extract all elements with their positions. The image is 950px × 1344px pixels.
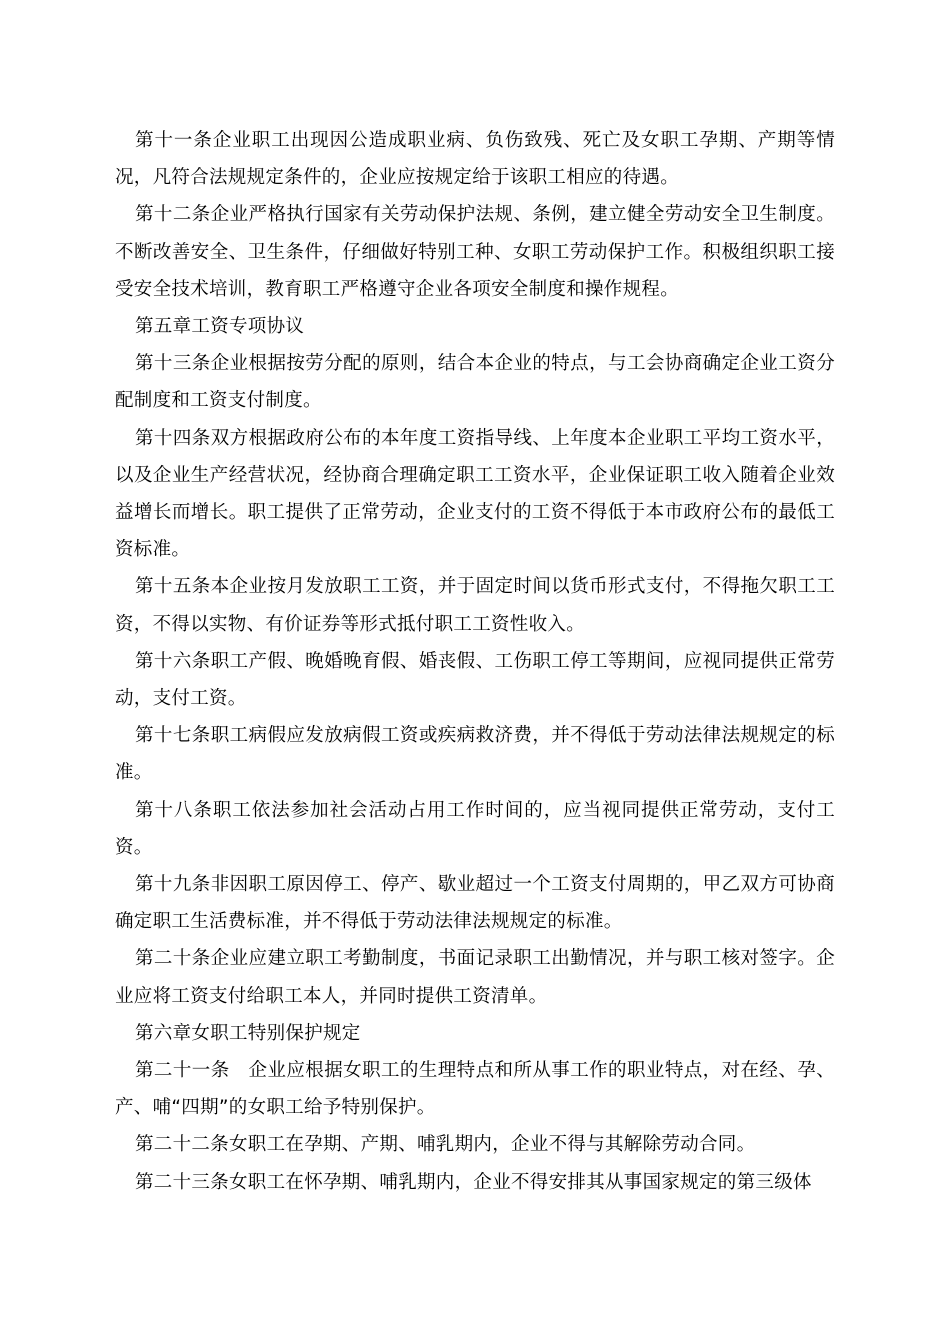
article-11: 第十一条企业职工出现因公造成职业病、负伤致残、死亡及女职工孕期、产期等情况，凡符合法规规定条件的，企业应按规定给于该职工相应的待遇。 [115, 130, 835, 189]
article-19: 第十九条非因职工原因停工、停产、歇业超过一个工资支付周期的，甲乙双方可协商确定职工生活费标准，并不得低于劳动法律法规规定的标准。 [115, 874, 835, 933]
article-12: 第十二条企业严格执行国家有关劳动保护法规、条例，建立健全劳动安全卫生制度。不断改善安全、卫生条件，仔细做好特别工种、女职工劳动保护工作。积极组织职工接受安全技术培训，教育职工严格遵守企业各项安全制度和操作规程。 [115, 204, 835, 300]
article-14: 第十四条双方根据政府公布的本年度工资指导线、上年度本企业职工平均工资水平，以及企业生产经营状况，经协商合理确定职工工资水平，企业保证职工收入随着企业效益增长而增长。职工提供了正常劳动，企业支付的工资不得低于本市政府公布的最低工资标准。 [115, 427, 835, 561]
article-16: 第十六条职工产假、晚婚晚育假、婚丧假、工伤职工停工等期间，应视同提供正常劳动，支付工资。 [115, 650, 835, 710]
chapter-5-heading: 第五章工资专项协议 [135, 316, 305, 338]
article-20: 第二十条企业应建立职工考勤制度，书面记录职工出勤情况，并与职工核对签字。企业应将工资支付给职工本人，并同时提供工资清单。 [115, 948, 835, 1007]
article-23: 第二十三条女职工在怀孕期、哺乳期内，企业不得安排其从事国家规定的第三级体 [135, 1171, 812, 1193]
article-22: 第二十二条女职工在孕期、产期、哺乳期内，企业不得与其解除劳动合同。 [135, 1134, 756, 1156]
article-13: 第十三条企业根据按劳分配的原则，结合本企业的特点，与工会协商确定企业工资分配制度和工资支付制度。 [115, 353, 835, 412]
article-15: 第十五条本企业按月发放职工工资，并于固定时间以货币形式支付，不得拖欠职工工资，不得以实物、有价证券等形式抵付职工工资性收入。 [115, 576, 835, 635]
document-body [115, 122, 835, 1201]
article-17: 第十七条职工病假应发放病假工资或疾病救济费，并不得低于劳动法律法规规定的标准。 [115, 725, 835, 784]
article-21: 第二十一条 企业应根据女职工的生理特点和所从事工作的职业特点，对在经、孕、产、哺“四期”的女职工给予特别保护。 [115, 1060, 835, 1119]
article-18: 第十八条职工依法参加社会活动占用工作时间的，应当视同提供正常劳动，支付工资。 [115, 799, 835, 858]
chapter-6-heading: 第六章女职工特别保护规定 [135, 1022, 361, 1044]
